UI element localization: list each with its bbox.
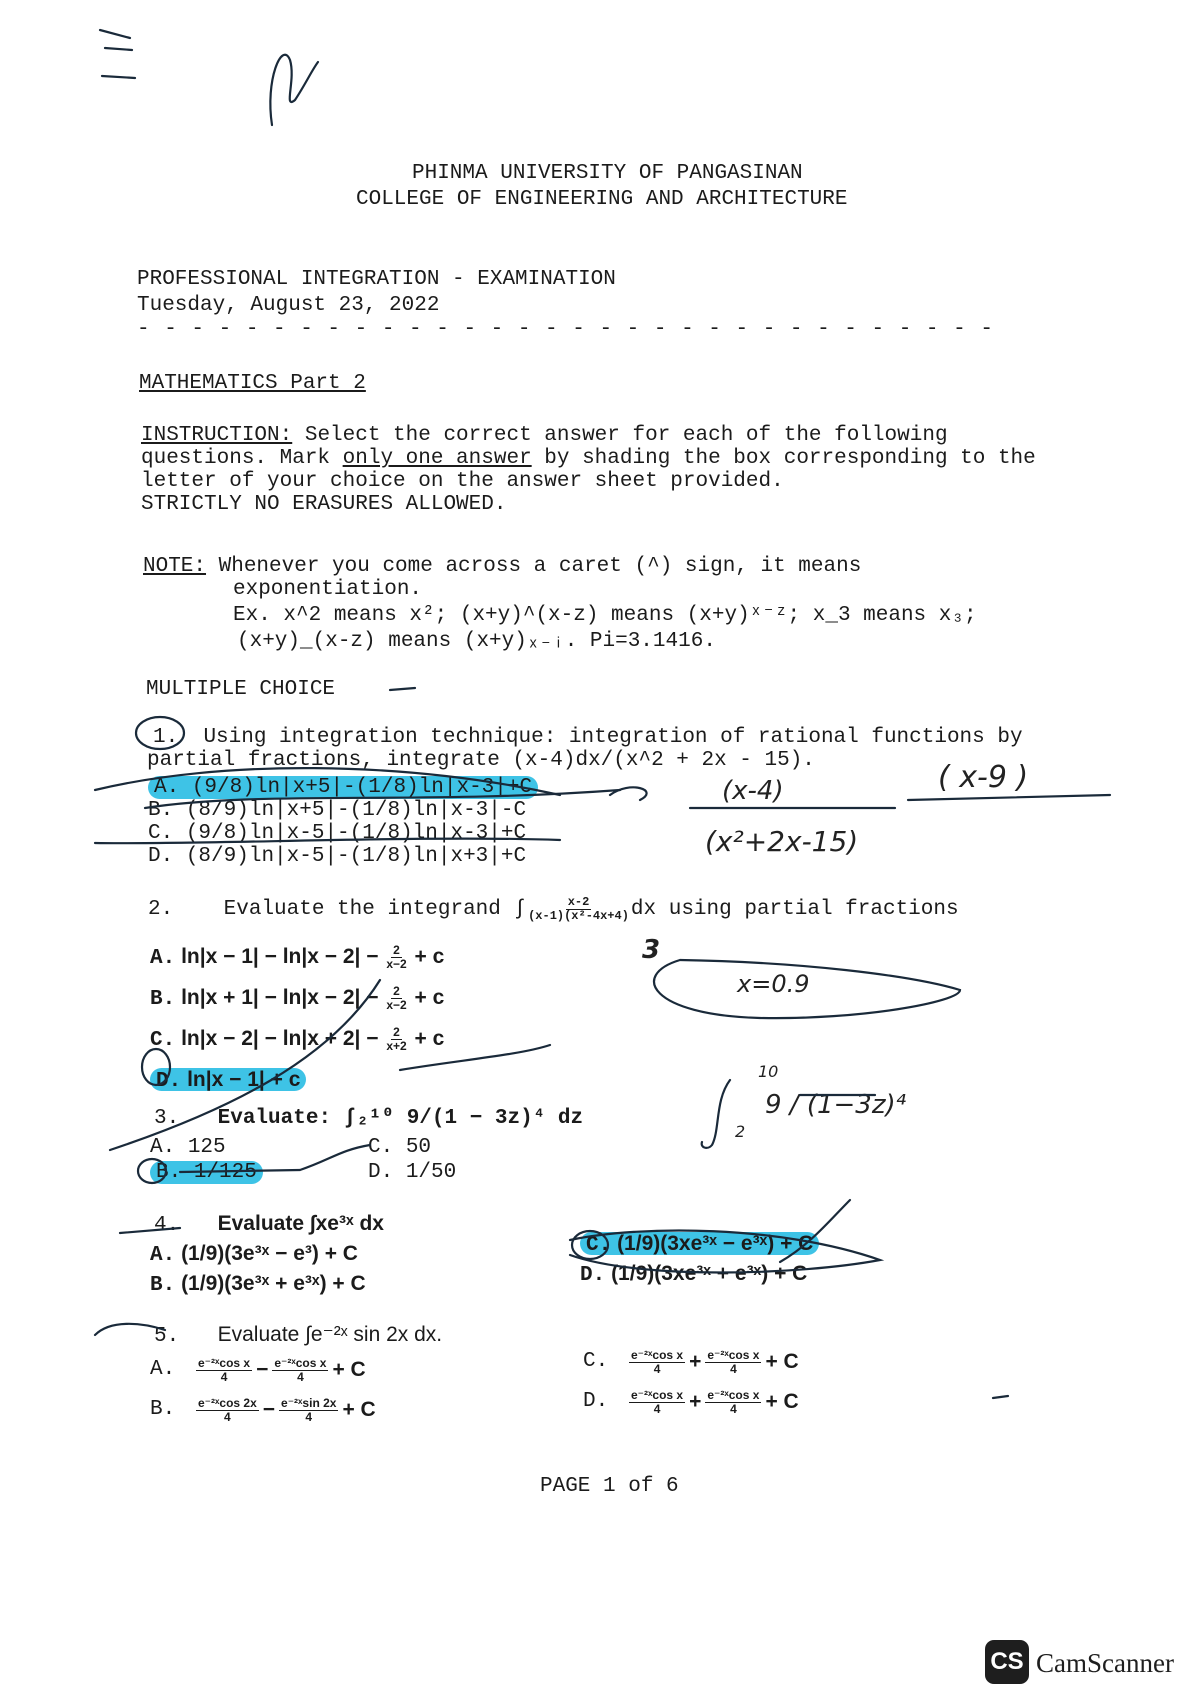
hand-q3-upper: 10 <box>758 1062 779 1081</box>
instruction-line3: letter of your choice on the answer sheet provided. <box>141 470 784 493</box>
q2-choice-b-frac-num: 2 <box>393 983 400 998</box>
q3-choice-d-letter: D. <box>368 1161 394 1184</box>
q1-choice-b-letter: B. <box>148 799 174 822</box>
q5-choice-b-letter: B. <box>150 1398 176 1421</box>
q5-b-f1-num: e⁻²ˣcos 2x <box>198 1395 257 1410</box>
hand-q3-lower: 2 <box>735 1122 746 1141</box>
hand-q2-mark: 3 <box>642 935 661 965</box>
q1-choice-c-letter: C. <box>148 822 174 845</box>
q2-choice-b-frac-den: x−2 <box>386 997 407 1012</box>
college-name: COLLEGE OF ENGINEERING AND ARCHITECTURE <box>356 188 848 211</box>
q1-strike-stroke-2 <box>95 839 560 844</box>
instruction-underlined: only one answer <box>342 447 532 470</box>
q1-line2: partial fractions, integrate (x-4)dx/(x^2 + 2x - 15). <box>147 749 815 772</box>
q4-choice-b-letter: B. <box>150 1274 176 1297</box>
q2-text-pre: Evaluate the integrand ∫ <box>223 898 527 921</box>
instruction-label: INSTRUCTION: <box>141 424 293 447</box>
q3-strike <box>180 1145 370 1172</box>
instruction-line2-pre: questions. Mark <box>141 447 343 470</box>
q1-right-line <box>908 795 1110 800</box>
q2-answer-oval <box>654 960 960 1018</box>
camscanner-watermark: CamScanner <box>1036 1648 1174 1678</box>
exam-title: PROFESSIONAL INTEGRATION - EXAMINATION <box>137 268 616 291</box>
hand-q3-integrand: 9 / (1−3z)⁴ <box>765 1090 907 1120</box>
q2-choice-a-text: ln|x − 1| − ln|x − 2| − <box>181 945 385 968</box>
q1-line1: Using integration technique: integration of rational functions by <box>203 726 1023 749</box>
q5-b-tail: + C <box>342 1398 376 1421</box>
q3-integral-sign <box>702 1080 730 1148</box>
note-label: NOTE: <box>143 555 207 578</box>
note-line1: Whenever you come across a caret (^) sign, it means <box>206 555 862 578</box>
section-title: MATHEMATICS Part 2 <box>139 372 366 395</box>
divider-line: - - - - - - - - - - - - - - - - - - - - - - - - - - - - - - - - <box>137 318 994 341</box>
exam-date: Tuesday, August 23, 2022 <box>137 294 440 317</box>
q5-c-op: + <box>689 1350 702 1373</box>
q4-choice-c-text: (1/9)(3xe³ˣ − e³ˣ) + C <box>617 1232 814 1255</box>
q2-fraction-denominator: (x-1)(x²-4x+4) <box>528 909 629 923</box>
q5-choice-c-letter: C. <box>583 1350 609 1373</box>
instruction-line4: STRICTLY NO ERASURES ALLOWED. <box>141 493 507 516</box>
q5-b-f2-den: 4 <box>305 1409 313 1424</box>
q4-choice-d-text: (1/9)(3xe³ˣ + e³ˣ) + C <box>611 1262 808 1285</box>
q5-a-op: − <box>256 1358 269 1381</box>
q3-text: Evaluate: ∫₂¹⁰ 9/(1 − 3z)⁴ dz <box>217 1107 584 1130</box>
q2-choice-a-frac-num: 2 <box>393 942 400 957</box>
q5-choice-a-letter: A. <box>150 1358 176 1381</box>
q4-text: Evaluate ∫xe³ˣ dx <box>217 1212 384 1235</box>
q2-choice-b-tail: + c <box>408 986 445 1009</box>
q2-text-post: dx using partial fractions <box>630 898 959 921</box>
q3-b-circle <box>138 1159 166 1183</box>
q3-choice-b-letter: B. <box>156 1161 182 1184</box>
corner-marks <box>100 30 135 78</box>
q3-choice-c-letter: C. <box>368 1136 394 1159</box>
q5-a-f1-den: 4 <box>220 1369 228 1384</box>
q5-d-f2-num: e⁻²ˣcos x <box>707 1387 760 1402</box>
q5-b-f1-den: 4 <box>224 1409 231 1424</box>
q2-choice-d-letter: D. <box>156 1070 182 1093</box>
q2-choice-b-text: ln|x + 1| − ln|x − 2| − <box>181 986 385 1009</box>
q4-check-stroke <box>780 1200 850 1262</box>
q2-choice-a-frac-den: x−2 <box>386 956 407 971</box>
instruction-line2-post: by shading the box corresponding to the <box>531 447 1036 470</box>
q1-choice-a-letter: A. <box>154 776 180 799</box>
q5-c-f1-num: e⁻²ˣcos x <box>631 1347 684 1362</box>
q5-number: 5. <box>154 1325 180 1348</box>
q2-choice-c-frac-num: 2 <box>393 1024 400 1039</box>
q3-choice-c-text: 50 <box>405 1136 432 1159</box>
q2-swoosh <box>400 1045 550 1070</box>
q2-choice-c-frac-den: x+2 <box>386 1038 407 1053</box>
note-line2: exponentiation. <box>233 578 423 601</box>
q4-choice-a-letter: A. <box>150 1244 176 1267</box>
q5-a-tail: + C <box>332 1358 366 1381</box>
mc-heading-dash <box>390 688 415 690</box>
note-line3: Ex. x^2 means x²; (x+y)^(x-z) means (x+y)ˣ⁻ᶻ; x_3 means x₃; <box>233 604 977 627</box>
q2-choice-d-text: ln|x − 1| + c <box>187 1068 301 1091</box>
q1-choice-d-text: (8/9)ln|x-5|-(1/8)ln|x+3|+C <box>185 845 527 868</box>
q5-text: Evaluate ∫e⁻²ˣ sin 2x dx. <box>217 1323 443 1346</box>
q5-d-f1-num: e⁻²ˣcos x <box>631 1387 684 1402</box>
q4-choice-a-text: (1/9)(3e³ˣ − e³) + C <box>181 1242 358 1265</box>
q3-choice-d-text: 1/50 <box>405 1161 457 1184</box>
q5-c-tail: + C <box>765 1350 799 1373</box>
q5-c-f2-den: 4 <box>730 1361 737 1376</box>
instruction-line1: Select the correct answer for each of the following <box>292 424 948 447</box>
hand-q1-right: ( x-9 ) <box>938 760 1029 795</box>
q2-choice-a-tail: + c <box>408 945 445 968</box>
q2-choice-a-letter: A. <box>150 947 176 970</box>
q1-choice-a-text: (9/8)ln|x+5|-(1/8)ln|x-3|+C <box>191 776 533 799</box>
q2-slash-stroke <box>110 980 380 1150</box>
hand-q1-numerator: (x-4) <box>722 776 784 806</box>
q5-a-f1-num: e⁻²ˣcos x <box>198 1355 251 1370</box>
q5-a-f2-num: e⁻²ˣcos x <box>274 1355 327 1370</box>
note-line4: (x+y)_(x-z) means (x+y)ₓ₋ᵢ. Pi=3.1416. <box>237 630 716 653</box>
q4-answer-oval <box>570 1230 880 1272</box>
q4-choice-c-letter: C. <box>586 1234 612 1257</box>
q2-choice-c-text: ln|x − 2| − ln|x + 2| − <box>181 1027 385 1050</box>
q1-choice-b-text: (8/9)ln|x+5|-(1/8)ln|x-3|-C <box>185 799 527 822</box>
q1-choice-d-letter: D. <box>148 845 174 868</box>
q3-choice-b-text: 1/125 <box>193 1161 257 1184</box>
q2-choice-b-letter: B. <box>150 988 176 1011</box>
q4-choice-d-letter: D. <box>580 1264 606 1287</box>
q2-choice-c-tail: + c <box>408 1027 445 1050</box>
camscanner-logo-icon: CS <box>985 1640 1029 1684</box>
q4-dash <box>120 1228 180 1233</box>
right-margin-dash <box>993 1396 1008 1398</box>
hand-q1-denominator: (x²+2x-15) <box>705 825 859 858</box>
q3-choice-a-text: 125 <box>187 1136 226 1159</box>
q5-margin-scribble <box>95 1324 165 1335</box>
q2-number: 2. <box>148 898 174 921</box>
q4-number: 4. <box>154 1214 180 1237</box>
q1-slash-stroke <box>95 768 560 795</box>
q5-b-f2-num: e⁻²ˣsin 2x <box>281 1395 337 1410</box>
q5-d-f1-den: 4 <box>653 1401 661 1416</box>
q5-b-op: − <box>262 1398 276 1421</box>
q2-choice-c-letter: C. <box>150 1029 176 1052</box>
q5-choice-d-letter: D. <box>583 1390 609 1413</box>
q1-choice-c-text: (9/8)ln|x-5|-(1/8)ln|x-3|+C <box>185 822 527 845</box>
q4-choice-b-text: (1/9)(3e³ˣ + e³ˣ) + C <box>181 1272 366 1295</box>
q5-d-tail: + C <box>765 1390 799 1413</box>
q5-c-f2-num: e⁻²ˣcos x <box>707 1347 760 1362</box>
multiple-choice-heading: MULTIPLE CHOICE <box>146 678 336 701</box>
page-number: PAGE 1 of 6 <box>540 1475 679 1498</box>
q5-c-f1-den: 4 <box>653 1361 661 1376</box>
q2-d-circle <box>142 1049 170 1085</box>
university-name: PHINMA UNIVERSITY OF PANGASINAN <box>412 162 803 185</box>
hand-q2-note: x=0.9 <box>737 970 810 998</box>
q5-d-f2-den: 4 <box>730 1401 737 1416</box>
q1-number: 1. <box>153 726 179 749</box>
q3-number: 3. <box>154 1107 180 1130</box>
signature-stroke <box>270 55 318 125</box>
q2-fraction-numerator: x-2 <box>567 895 590 909</box>
q1-number-circle <box>136 717 184 749</box>
q5-a-f2-den: 4 <box>297 1369 304 1384</box>
q3-choice-a-letter: A. <box>150 1136 176 1159</box>
q5-d-op: + <box>689 1390 702 1413</box>
